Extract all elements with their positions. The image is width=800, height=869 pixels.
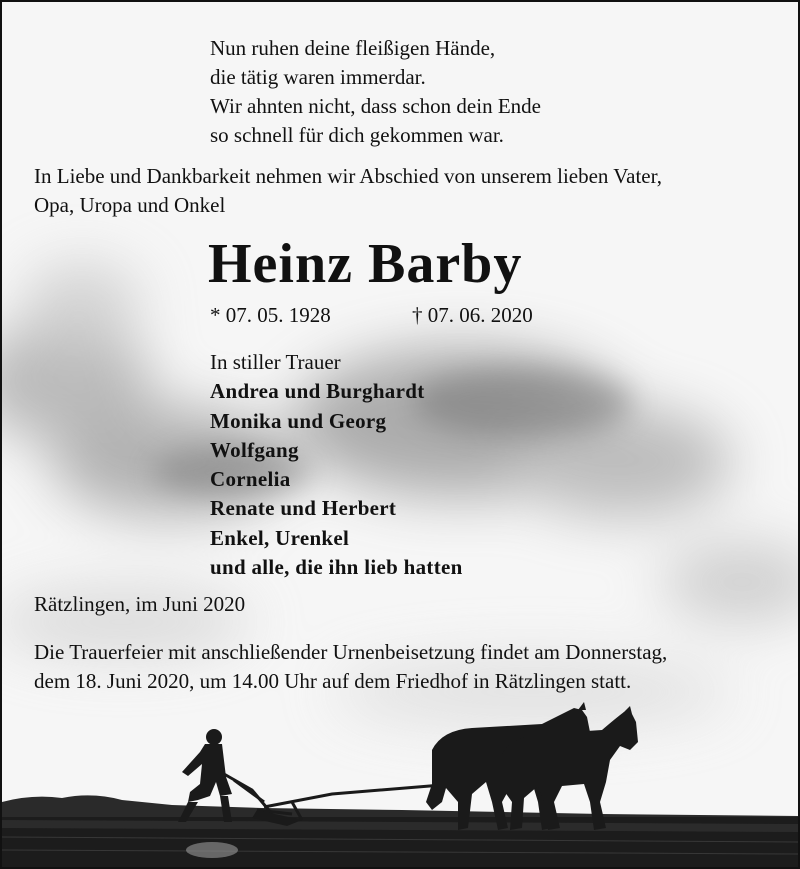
funeral-line: Die Trauerfeier mit anschließender Urnenbeisetzung findet am Donnerstag,: [34, 640, 668, 664]
mourner-name: Cornelia: [210, 467, 291, 492]
deceased-name: Heinz Barby: [208, 233, 523, 295]
funeral-info: [34, 638, 667, 696]
poem-line: so schnell für dich gekommen war.: [210, 123, 504, 147]
funeral-line: dem 18. Juni 2020, um 14.00 Uhr auf dem Friedhof in Rätzlingen statt.: [34, 669, 632, 693]
intro-text: [34, 162, 662, 220]
poem-line: Wir ahnten nicht, dass schon dein Ende: [210, 94, 541, 118]
birth-date: * 07. 05. 1928: [210, 303, 331, 327]
intro-line: In Liebe und Dankbarkeit nehmen wir Abschied von unserem lieben Vater,: [34, 164, 663, 188]
mourners-heading: In stiller Trauer: [210, 350, 341, 374]
mourner-name: und alle, die ihn lieb hatten: [210, 555, 463, 580]
mourner-name: Andrea und Burghardt: [210, 379, 425, 404]
mourner-name: Renate und Herbert: [210, 496, 397, 521]
mourners-list: [210, 348, 463, 582]
intro-line: Opa, Uropa und Onkel: [34, 193, 226, 217]
poem: [210, 34, 541, 150]
place-and-date: Rätzlingen, im Juni 2020: [34, 592, 246, 616]
mourner-name: Enkel, Urenkel: [210, 525, 350, 550]
mourner-name: Monika und Georg: [210, 408, 387, 433]
death-date: † 07. 06. 2020: [412, 303, 533, 327]
mourner-name: Wolfgang: [210, 437, 299, 462]
poem-line: die tätig waren immerdar.: [210, 65, 426, 89]
poem-line: Nun ruhen deine fleißigen Hände,: [210, 36, 496, 60]
